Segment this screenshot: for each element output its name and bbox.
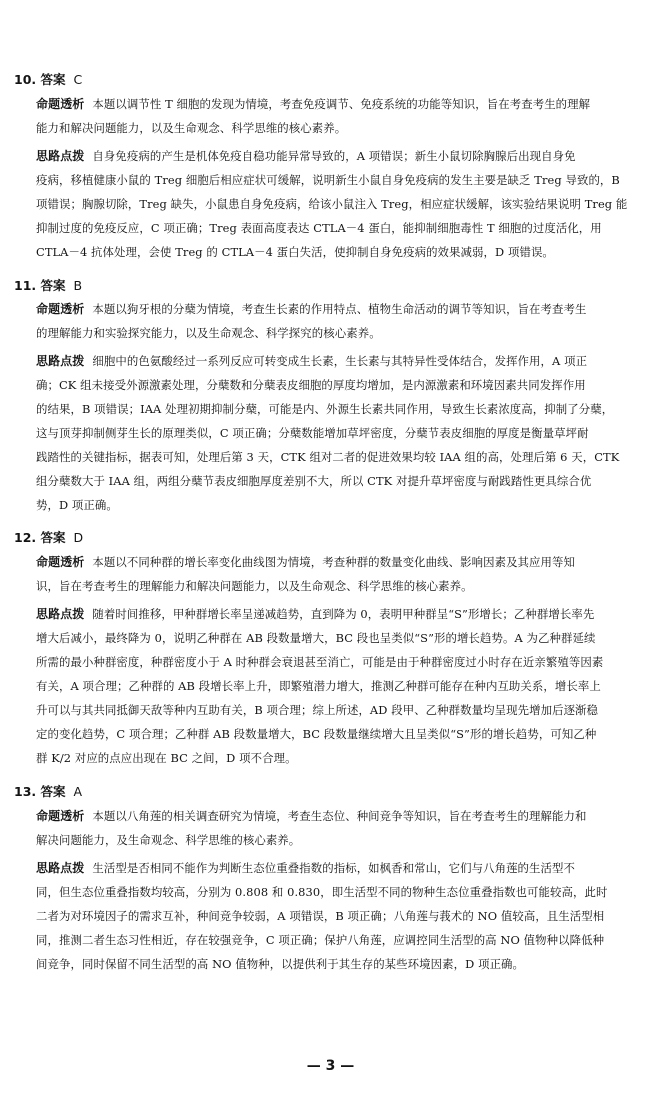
q13-explain-line: 同，但生态位重叠指数均较高，分别为 0.808 和 0.830，即生活型不同的物种生态位重叠指数也可能较高，此时 — [36, 885, 608, 899]
q10-explain-line: 抑制过度的免疫反应，C 项正确；Treg 表面高度表达 CTLA－4 蛋白，能抑制细胞毒性 T 细胞的过度活化，用 — [36, 221, 602, 235]
q12-explain-label: 思路点拨 — [36, 607, 85, 621]
q13-analysis-line: 命题透析 本题以八角莲的相关调查研究为情境，考查生态位、种间竞争等知识，旨在考查考生的理解能力和 — [36, 809, 587, 823]
q12-answer: D — [73, 530, 84, 545]
q12-explain-line: 增大后减小，最终降为 0，说明乙种群在 AB 段数量增大，BC 段也呈类似“S”形的增长趋势。A 为乙种群延续 — [36, 631, 596, 645]
q12-analysis-label: 命题透析 — [36, 555, 85, 569]
q12-explain-line: 思路点拨 随着时间推移，甲种群增长率呈递减趋势，直到降为 0，表明甲种群呈“S”形增长；乙种群增长率先 — [36, 607, 595, 621]
q10-explain-line: 项错误；胸腺切除，Treg 缺失，小鼠患自身免疫病，给该小鼠注入 Treg，相应症状缓解，该实验结果说明 Treg 能 — [36, 197, 628, 211]
q12-analysis-line: 识，旨在考查考生的理解能力和解决问题能力，以及生命观念、科学思维的核心素养。 — [36, 579, 473, 593]
q10-answer: C — [73, 72, 83, 87]
q10-analysis-line: 命题透析 本题以调节性 T 细胞的发现为情境，考查免疫调节、免疫系统的功能等知识，旨在考查考生的理解 — [36, 97, 591, 111]
q12-explain-line: 群 K/2 对应的点应出现在 BC 之间，D 项不合理。 — [36, 751, 297, 765]
q10-explain-line: CTLA－4 抗体处理，会使 Treg 的 CTLA－4 蛋白失活，使抑制自身免疫病的效果减弱，D 项错误。 — [36, 245, 554, 259]
q12-explain-line: 升可以与其共同抵御天敌等种内互助有关，B 项合理；综上所述，AD 段甲、乙种群数量均呈现先增加后逐渐稳 — [36, 703, 599, 717]
q11-explain-line: 势，D 项正确。 — [36, 498, 118, 512]
q11-explain-label: 思路点拨 — [36, 354, 85, 368]
q13-number: 13. 答案 — [14, 784, 66, 799]
page-number: — 3 — — [306, 1058, 355, 1074]
q12-explain-line: 所需的最小种群密度，种群密度小于 A 时种群会衰退甚至消亡，可能是由于种群密度过小时存在近亲繁殖等因素 — [36, 655, 604, 669]
q11-answer-heading — [14, 278, 82, 294]
q13-explain-label: 思路点拨 — [36, 861, 85, 875]
q12-analysis-line: 命题透析 本题以不同种群的增长率变化曲线图为情境，考查种群的数量变化曲线、影响因素及其应用等知 — [36, 555, 576, 569]
q10-answer-heading — [14, 72, 82, 88]
q11-analysis-line: 的理解能力和实验探究能力，以及生命观念、科学探究的核心素养。 — [36, 326, 381, 340]
q11-explain-line: 这与顶芽抑制侧芽生长的原理类似，C 项正确；分蘖数能增加草坪密度，分蘖节表皮细胞的厚度是衡量草坪耐 — [36, 426, 589, 440]
q13-analysis-line: 解决问题能力，及生命观念、科学思维的核心素养。 — [36, 833, 301, 847]
q10-number: 10. 答案 — [14, 72, 66, 87]
q11-analysis-label: 命题透析 — [36, 302, 85, 316]
q13-answer-heading — [14, 784, 82, 800]
q13-explain-line: 二者为对环境因子的需求互补，种间竞争较弱，A 项错误，B 项正确；八角莲与莪术的 NO 值较高，且生活型相 — [36, 909, 605, 923]
q10-explain-line: 疫病，移植健康小鼠的 Treg 细胞后相应症状可缓解，说明新生小鼠自身免疫病的发生主要是缺乏 Treg 导致的，B — [36, 173, 620, 187]
q10-explain-label: 思路点拨 — [36, 149, 85, 163]
q13-answer: A — [73, 784, 83, 799]
q10-explain-line: 思路点拨 自身免疫病的产生是机体免疫自稳功能异常导致的，A 项错误；新生小鼠切除胸腺后出现自身免 — [36, 149, 576, 163]
q12-explain-line: 有关，A 项合理；乙种群的 AB 段增长率上升，即繁殖潜力增大，推测乙种群可能存在种内互助关系，增长率上 — [36, 679, 601, 693]
q13-explain-line: 同，推测二者生态习性相近，存在较强竞争，C 项正确；保护八角莲，应调控同生活型的高 NO 值物种以降低种 — [36, 933, 605, 947]
q11-analysis-line: 命题透析 本题以狗牙根的分蘖为情境，考查生长素的作用特点、植物生命活动的调节等知识，旨在考查考生 — [36, 302, 587, 316]
q12-answer-heading — [14, 530, 83, 546]
q10-analysis-line: 能力和解决问题能力，以及生命观念、科学思维的核心素养。 — [36, 121, 347, 135]
q11-explain-line: 思路点拨 细胞中的色氨酸经过一系列反应可转变成生长素，生长素与其特异性受体结合，发挥作用，A 项正 — [36, 354, 588, 368]
q11-explain-line: 践踏性的关键指标，据表可知，处理后第 3 天，CTK 组对二者的促进效果均较 IAA 组的高，处理后第 6 天，CTK — [36, 450, 620, 464]
q11-explain-line: 组分蘖数大于 IAA 组，两组分蘖节表皮细胞厚度差别不大，所以 CTK 对提升草坪密度与耐践踏性更具综合优 — [36, 474, 592, 488]
q13-explain-line: 思路点拨 生活型是否相同不能作为判断生态位重叠指数的指标，如枫香和常山，它们与八角莲的生活型不 — [36, 861, 576, 875]
q11-explain-line: 的结果，B 项错误；IAA 处理初期抑制分蘖，可能是内、外源生长素共同作用，导致生长素浓度高，抑制了分蘖， — [36, 402, 614, 416]
q12-number: 12. 答案 — [14, 530, 66, 545]
q11-answer: B — [73, 278, 83, 293]
q13-explain-line: 间竞争，同时保留不同生活型的高 NO 值物种，以提供利于其生存的某些环境因素，D 项正确。 — [36, 957, 525, 971]
q12-explain-line: 定的变化趋势，C 项合理；乙种群 AB 段数量增大，BC 段数量继续增大且呈类似“S”形的增长趋势，可知乙种 — [36, 727, 597, 741]
q11-explain-line: 确；CK 组未接受外源激素处理，分蘖数和分蘖表皮细胞的厚度均增加，是内源激素和环境因素共同发挥作用 — [36, 378, 586, 392]
q10-analysis-label: 命题透析 — [36, 97, 85, 111]
q13-analysis-label: 命题透析 — [36, 809, 85, 823]
q11-number: 11. 答案 — [14, 278, 66, 293]
